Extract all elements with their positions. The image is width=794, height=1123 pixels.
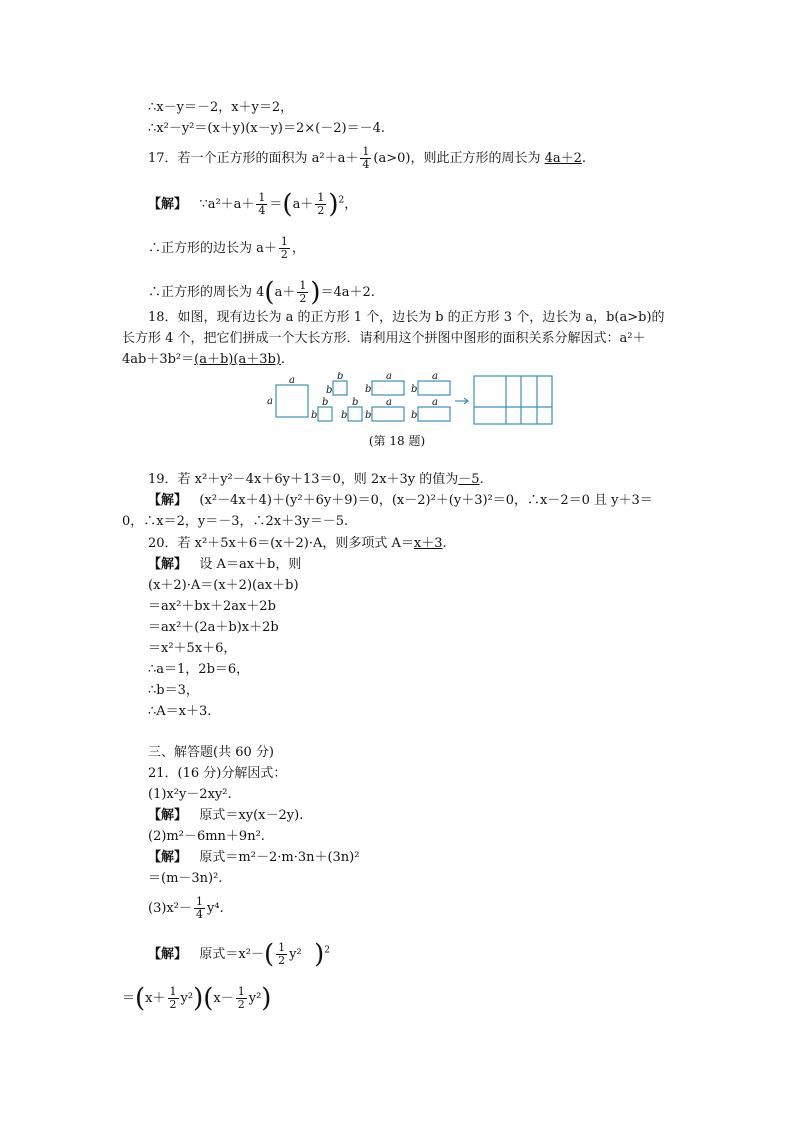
q20-step: ∴A＝x＋3. xyxy=(148,704,212,719)
frac-num: 1 xyxy=(278,941,286,954)
line-1: ∴x－y＝－2，x＋y＝2， xyxy=(148,100,294,115)
q20-step: ＝ax²＋bx＋2ax＋2b xyxy=(148,599,276,614)
q17-answer: 4a＋2 xyxy=(544,151,582,166)
q17-text-b: (a>0)，则此正方形的周长为 xyxy=(373,151,545,166)
q21-part-2-solution-2: ＝(m－3n)². xyxy=(148,871,223,886)
frac-num: 1 xyxy=(299,279,307,292)
q21-3-sol-b: y² xyxy=(289,947,302,962)
right-paren: ) xyxy=(328,189,339,220)
square-a xyxy=(276,385,308,417)
q21-3-sol-frac xyxy=(276,942,287,967)
frac-num: 1 xyxy=(280,235,288,248)
q20-text: 20．若 x²＋5x＋6＝(x＋2)·A，则多项式 A＝ xyxy=(148,536,414,551)
q21-3-frac xyxy=(194,896,205,921)
q21-3-a: (3)x²－ xyxy=(148,901,192,916)
q18-answer: (a＋b)(a＋3b) xyxy=(194,352,281,367)
q20-answer: x＋3 xyxy=(413,536,443,551)
label-b: b xyxy=(365,410,372,421)
q17-sol-b: ＝ xyxy=(269,197,283,212)
label-a: a xyxy=(289,375,295,386)
frac-den: 4 xyxy=(195,908,203,921)
frac-den: 2 xyxy=(237,998,245,1011)
q20-end: . xyxy=(442,536,447,551)
square-b xyxy=(318,407,332,421)
q17-sol-end: ， xyxy=(344,197,358,212)
q17-perimeter xyxy=(148,277,375,308)
q19-text: 19．若 x²＋y²－4x＋6y＋13＝0，则 2x＋3y 的值为 xyxy=(148,472,459,487)
left-paren: ( xyxy=(203,983,214,1014)
frac-den: 2 xyxy=(317,204,325,217)
rect-ab xyxy=(372,381,404,395)
q20-step: ＝ax²＋(2a＋b)x＋2b xyxy=(148,620,279,635)
q21-part-1-solution xyxy=(148,808,303,824)
q18-text: 4ab＋3b²＝ xyxy=(122,352,195,367)
q21-3-l2-c: y² xyxy=(180,991,194,1006)
exponent: 2 xyxy=(324,945,330,956)
q21-part-1: (1)x²y－2xy². xyxy=(148,787,232,802)
q20-stem xyxy=(148,536,447,552)
solution-tag: 【解】 xyxy=(148,808,188,823)
square-b xyxy=(333,381,347,395)
q21-3-b: y⁴. xyxy=(206,901,224,916)
q19-sol-text: (x²－4x＋4)＋(y²＋6y＋9)＝0，(x－2)²＋(y＋3)²＝0，∴x－2＝0 且 y＋3＝ xyxy=(199,493,653,508)
label-b: b xyxy=(365,384,372,395)
q17-perim-b: a＋ xyxy=(274,285,296,300)
label-a: a xyxy=(386,397,392,408)
q17-perim-a: ∴正方形的周长为 4 xyxy=(148,285,265,300)
big-rectangle xyxy=(474,376,552,424)
q17-perim-end: ＝4a＋2. xyxy=(320,285,375,300)
q21-2-sol: 原式＝m²－2·m·3n＋(3n)² xyxy=(199,850,360,865)
solution-tag: 【解】 xyxy=(148,197,188,212)
left-paren: ( xyxy=(282,189,293,220)
q17-sol-frac1 xyxy=(256,192,267,217)
q21-3-l2-e: y² xyxy=(248,991,262,1006)
rect-ab xyxy=(418,381,450,395)
label-b: b xyxy=(322,397,329,408)
frac-num: 1 xyxy=(169,985,177,998)
solution-tag: 【解】 xyxy=(148,947,188,962)
q18-line-2: 长方形 4 个，把它们拼成一个大长方形．请利用这个拼图中图形的面积关系分解因式：a²＋ xyxy=(122,331,646,346)
q20-step: (x＋2)·A＝(x＋2)(ax＋b) xyxy=(148,578,299,593)
q19-end: . xyxy=(479,472,484,487)
q21-3-l2-frac1 xyxy=(168,986,179,1011)
q21-1-sol: 原式＝xy(x－2y). xyxy=(199,808,304,823)
q21-part-3-solution xyxy=(148,939,330,970)
q17-sol-frac2 xyxy=(315,192,326,217)
q21-3-l2-a: ＝ xyxy=(122,991,136,1006)
rect-ab xyxy=(372,407,404,421)
q17-end: . xyxy=(581,151,587,166)
line-2: ∴x²－y²＝(x＋y)(x－y)＝2×(－2)＝－4. xyxy=(148,121,385,136)
q19-solution-1 xyxy=(148,493,653,509)
q21-part-2: (2)m²－6mn＋9n². xyxy=(148,829,265,844)
label-a: a xyxy=(432,397,438,408)
q21-3-l2-frac2 xyxy=(236,986,247,1011)
frac-den: 4 xyxy=(258,204,266,217)
frac-den: 2 xyxy=(299,292,307,305)
frac-den: 2 xyxy=(169,998,177,1011)
q21-stem: 21．(16 分)分解因式： xyxy=(148,766,287,781)
label-a: a xyxy=(267,396,273,407)
q18-line-1: 18．如图，现有边长为 a 的正方形 1 个，边长为 b 的正方形 3 个，边长为 a，b(a>b)的 xyxy=(148,310,665,325)
q19-stem xyxy=(148,472,484,488)
q17-side-frac xyxy=(279,236,290,261)
q20-step: ∴b＝3， xyxy=(148,683,199,698)
solution-tag: 【解】 xyxy=(148,557,188,572)
q17-stem xyxy=(148,146,586,171)
q17-side-a: ∴正方形的边长为 a＋ xyxy=(148,241,277,256)
right-paren: ) xyxy=(261,983,272,1014)
label-a: a xyxy=(432,372,438,382)
label-b: b xyxy=(337,372,344,382)
frac-den: 2 xyxy=(280,248,288,261)
frac-den: 4 xyxy=(362,158,370,171)
q17-text-a: 17．若一个正方形的面积为 a²＋a＋ xyxy=(148,151,359,166)
label-b: b xyxy=(352,397,359,408)
right-paren: ) xyxy=(193,983,204,1014)
q21-3-l2-d: x－ xyxy=(213,991,234,1006)
label-b: b xyxy=(411,384,418,395)
label-b: b xyxy=(311,410,318,421)
q18-line-3 xyxy=(122,352,285,368)
square-b xyxy=(348,407,362,421)
q17-sol-c: a＋ xyxy=(292,197,314,212)
q21-part-3-solution-2 xyxy=(122,983,272,1014)
solution-tag: 【解】 xyxy=(148,493,188,508)
q20-step: ＝x²＋5x＋6， xyxy=(148,641,237,656)
q20-step: ∴a＝1，2b＝6， xyxy=(148,662,250,677)
label-a: a xyxy=(386,372,392,382)
exponent: 2 xyxy=(338,195,345,206)
q20-sol-text: 设 A＝ax＋b，则 xyxy=(199,557,302,572)
rect-ab xyxy=(418,407,450,421)
frac-num: 1 xyxy=(195,895,203,908)
frac-num: 1 xyxy=(237,985,245,998)
q17-fraction xyxy=(360,146,371,171)
q17-side xyxy=(148,236,305,261)
right-paren: ) xyxy=(314,939,325,970)
figure-caption: (第 18 题) xyxy=(368,434,426,448)
q17-sol-a: ∵a²＋a＋ xyxy=(199,197,255,212)
q20-solution-1 xyxy=(148,557,301,573)
left-paren: ( xyxy=(263,939,275,970)
q18-figure xyxy=(262,372,562,430)
q17-perim-frac xyxy=(297,280,308,305)
q19-answer: －5 xyxy=(458,472,480,487)
solution-tag: 【解】 xyxy=(148,850,188,865)
q18-end: . xyxy=(280,352,285,367)
left-paren: ( xyxy=(264,277,275,308)
frac-num: 1 xyxy=(362,145,370,158)
q21-3-l2-b: x＋ xyxy=(145,991,166,1006)
section-heading: 三、解答题(共 60 分) xyxy=(148,745,274,760)
label-b: b xyxy=(326,385,333,396)
frac-den: 2 xyxy=(278,954,286,967)
q21-3-sol-a: 原式＝x²－ xyxy=(199,947,264,962)
q17-side-end: ， xyxy=(291,241,305,256)
q21-part-3 xyxy=(148,896,224,921)
label-b: b xyxy=(411,410,418,421)
label-b: b xyxy=(341,410,348,421)
frac-num: 1 xyxy=(317,191,325,204)
frac-num: 1 xyxy=(258,191,266,204)
q19-solution-2: 0，∴x＝2，y＝－3，∴2x＋3y＝－5. xyxy=(122,514,349,529)
left-paren: ( xyxy=(135,983,146,1014)
right-paren: ) xyxy=(310,277,321,308)
q21-part-2-solution xyxy=(148,850,359,866)
q17-solution xyxy=(148,189,358,220)
